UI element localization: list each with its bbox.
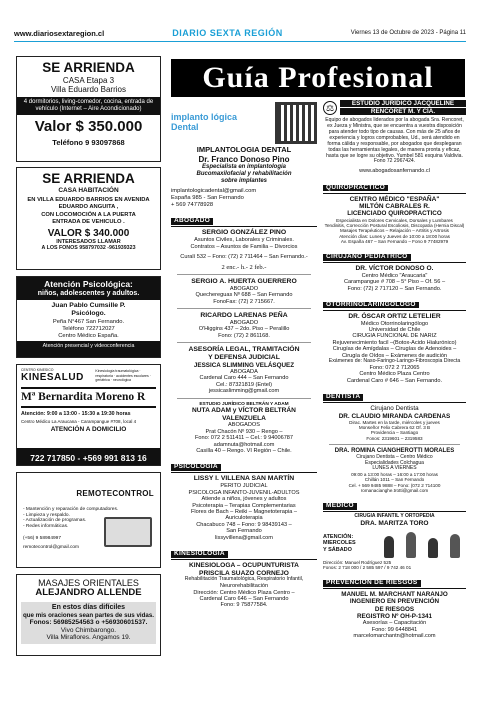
listing-role: INGENIERO EN PREVENCIÓN — [349, 598, 440, 606]
ad-phones: A LOS FONOS 958797032 -961939323 — [41, 245, 136, 252]
listing-marchant — [323, 591, 466, 639]
listing-line: 2 enc.- h.- 2 feb.- — [221, 263, 267, 271]
section-header-cirujano — [323, 246, 466, 263]
listing-line: Neurorehabilitación — [219, 583, 269, 590]
section-label: CIRUJANO PEDIÁTRICO — [323, 254, 411, 261]
listing-head: CIRUGIA INFANTIL Y ORTOPEDIA — [354, 513, 435, 520]
medico-row — [323, 530, 466, 558]
listing-line: Monseñor Felix Cabrera 62 Of. 3 B — [358, 425, 431, 431]
ad-home: ATENCIÓN A DOMICILIO — [50, 425, 127, 433]
listing-beltran — [171, 402, 317, 455]
ad-line: CASA Etapa 3 — [62, 75, 115, 85]
listing-ortiz — [323, 313, 466, 384]
listing-line: Quechereguas Nº 688 – San Fernando — [195, 292, 293, 299]
listing-name: MILTÓN CABRALES R. — [359, 203, 430, 210]
section-label: QUIROPRÁCTICO — [323, 185, 388, 192]
section-header-medico — [323, 495, 466, 512]
listing-line: PSICOLOGA INFANTO-JUVENIL-ADULTOS — [188, 489, 300, 496]
listing-miranda — [323, 405, 466, 441]
divider — [177, 308, 311, 309]
listing-line: Fono: (72) 2 717120 – San Fernando. — [347, 285, 442, 292]
listing-line: Fonos: 2319601 – 2319583 — [366, 435, 423, 441]
listing-name: NUTA ADAM y VÍCTOR BELTRÁN — [192, 407, 296, 415]
att-days: Y SÁBADO — [323, 546, 352, 553]
listing-huerta — [171, 278, 317, 305]
listing-line: Cardenal Caro 444 – San Fernando — [199, 375, 289, 382]
ad-line: INTERESADOS LLAMAR — [56, 239, 121, 246]
guide-column-left — [171, 100, 317, 660]
ad-addr: Peña N°467 San Fernando. — [52, 319, 125, 326]
listing-line: Asuntos Civiles, Laborales y Criminales. — [194, 237, 294, 244]
ad-kinesalud — [16, 364, 161, 466]
ad-desc: Kinesiología traumatológica · respiratoria · accidentes escolares · geriátrica · neurológica — [95, 369, 151, 382]
listing-role: ABOGADA — [230, 369, 258, 376]
section-label: OTORRINOLARINGÓLOGO — [323, 302, 419, 309]
listing-suazo — [171, 562, 317, 609]
listing-line: Centro Médico Plaza Centro — [359, 371, 430, 378]
listing-donoso — [323, 265, 466, 292]
listing-name: JESSICA SLIMMING VELÁSQUEZ — [193, 361, 295, 369]
juridico-text — [323, 118, 466, 174]
ad-phone: Teléfono 9 93097868 — [52, 137, 125, 147]
listing-line: Contratos – Asuntos de Familia – Divorcios — [190, 243, 298, 250]
section-label: ABOGADO — [171, 218, 213, 225]
listing-line: Cardenal Caro # 646 – San Fernando. — [346, 377, 443, 384]
section-header-quiropractico — [323, 177, 466, 194]
ad-line: Vivo Chimbarongo. — [60, 627, 117, 635]
listing-email[interactable]: marcelomarchantn@hotmail.com — [353, 632, 436, 639]
logo-text: KINESALUD — [21, 372, 84, 384]
listing-name: DRA. ROMINA CIANGHEROTTI MORALES — [334, 448, 455, 455]
listing-name: RICARDO LARENAS PEÑA — [200, 312, 288, 320]
section-label: MÉDICO — [323, 503, 357, 510]
listing-line: O'Higgins 437 – 2do. Piso – Peralillo — [198, 326, 290, 333]
ad-title: MASAJES ORIENTALES — [38, 578, 139, 588]
guide-title: Guía Profesional — [171, 59, 465, 97]
ad-phones: 722 717850 - +569 991 813 16 — [30, 453, 147, 463]
listing-email[interactable]: adamnuta@hotmail.com — [213, 441, 275, 448]
listing-line: Psicoterapia – Terapias Complementarias — [192, 502, 296, 509]
listing-line: Cirugías de Amígdalas – Cirugías de Adenoides – — [332, 346, 457, 353]
listing-name: DRA. MARITZA TORO — [360, 520, 429, 528]
service-item: - Mantención y reparación de computadores. — [23, 507, 119, 512]
firm-web[interactable]: www.abogadosanfernando.cl — [359, 168, 430, 175]
listing-line: Chacabuco 748 – Fono: 9 98439143 – — [196, 521, 292, 528]
ad-tel: Teléfono 722712027 — [62, 326, 115, 333]
children-illustration-icon — [378, 530, 466, 558]
ad-line: Villa Eduardo Barrios — [50, 84, 126, 94]
section-header-psicologia — [171, 456, 317, 473]
ad-addr: Centro Médico La Araucana - Carampangue #708, local 4 — [21, 418, 137, 424]
ad-line: EDUARDO ANGUITA , — [58, 203, 119, 210]
section-header-kinesiologia — [171, 543, 317, 560]
medico-schedule — [323, 534, 378, 553]
listing-name: LISSY I. VILLENA SAN MARTÍN — [193, 475, 295, 483]
listing-name: DR. CLAUDIO MIRANDA CARDENAS — [338, 412, 451, 420]
listing-line: Cel. + 569 9485 9888 – Fono: (072 2 714100 — [348, 482, 441, 488]
listing-name: MANUEL M. MARCHANT NARANJO — [341, 591, 448, 599]
listing-line: Dirac. Martes en la tarde, miércoles y jueves — [349, 419, 440, 425]
listing-line: Cardenal Caro 646 – San Fernando — [199, 596, 289, 603]
listing-role: PERITO JUDICIAL — [220, 483, 268, 490]
ad-psych-body — [17, 300, 160, 342]
listing-line: Providencia – Santiago — [370, 430, 419, 436]
ad-name: Mª Bernardita Moreno R — [21, 390, 146, 403]
service-title: IMPLANTOLOGIA DENTAL — [196, 145, 292, 154]
logo-small: CENTRO KINESICO — [21, 368, 54, 372]
kinesalud-logo — [21, 368, 91, 384]
section-label: DENTISTA — [323, 394, 363, 401]
firm-name: RENCORET M. Y CÍA. — [340, 108, 466, 115]
section-header-riesgos — [323, 572, 466, 589]
remote-logo — [17, 473, 160, 501]
service-item: - Limpieza y respaldo. — [23, 512, 70, 518]
listing-name: ASESORÍA LEGAL, TRAMITACIÓN — [188, 346, 300, 354]
listing-line: Cirujano Dentista – Centro Médico — [356, 453, 433, 460]
att-label: ATENCIÓN: — [323, 534, 354, 541]
ad-psychology — [16, 276, 161, 358]
site-url[interactable]: www.diariosextaregion.cl — [14, 28, 105, 38]
contact-phone: + 569 74778928 — [171, 201, 214, 208]
listing-line: Fono: 072 2 712065 — [369, 365, 420, 372]
ad-line: EN VILLA EDUARDO BARRIOS EN AVENIDA — [27, 196, 150, 203]
contact-email[interactable]: implantologicadental@gmail.com — [171, 188, 257, 195]
listing-role: ABOGADO — [229, 319, 259, 326]
spec-line: sobre implantes — [220, 177, 267, 184]
divider — [329, 444, 460, 445]
listing-line: Tendinitis, Corrección Postural Escoliosis, Discopatía (Hernia Discal) — [324, 222, 465, 228]
listing-email[interactable]: romanacianghe.trotti@gmail.com — [360, 488, 429, 493]
listing-role: LICENCIADO QUIROPRACTICO — [347, 210, 442, 218]
section-header-dentista — [323, 386, 466, 403]
listing-line: CIRUGIA FUNCIONAL DE NARIZ — [352, 333, 437, 340]
ad-line: que mis oraciones sean partes de sus vidas. — [22, 612, 155, 620]
listing-line: Rejuvenecimiento facil –(Botox-Acido Hialurónico) — [332, 339, 457, 346]
divider — [177, 342, 311, 343]
listing-head: ESTUDIO JURÍDICO BELTRÁN Y ADAM — [199, 401, 289, 407]
listing-line: Cirugía de Oídos – Exámenes de audición — [341, 352, 448, 359]
service-item: - Actualización de programas. — [23, 518, 87, 524]
ad-title: SE ARRIENDA — [42, 60, 135, 75]
listing-line: Fono: 072 2 511411 – Cel.: 9 94006787 — [194, 435, 294, 442]
listing-line: Rehabilitación Traumatológica, Respiratorio Infantil, — [184, 576, 304, 583]
listing-line: Chillán 1011 – San Fernando — [364, 477, 425, 483]
service-item: - Redes informáticas. — [23, 523, 69, 529]
ad-line: En estos días difíciles — [51, 604, 126, 612]
section-header-abogado — [171, 210, 317, 227]
listing-line: Curalí 532 – Fono: (72) 2 711464 – San Fernando.- — [180, 254, 308, 261]
listing-name: Y DEFENSA JUDICIAL — [208, 353, 280, 361]
section-label: PREVENCIÓN DE RIESGOS — [323, 580, 421, 587]
listing-email[interactable]: jessicaslimming@gmail.com — [208, 388, 280, 395]
ad-center: Centro Médico España. — [58, 332, 119, 339]
ad-phone: (+56) 9 58984997 — [23, 536, 62, 542]
listing-name: SERGIO GONZÁLEZ PINO — [201, 229, 287, 237]
ad-price: VALOR $ 340.000 — [47, 227, 130, 239]
section-label: PSICOLOGÍA — [171, 464, 221, 471]
ad-line: Villa Miraflores. Angamos 19. — [46, 634, 131, 642]
listing-line: Carampangue # 708 – 5° Piso – Of. 56 – — [343, 279, 446, 286]
listing-line: Fonos: 2 718 000 / 2 585 597 / 9 742 46 01 — [323, 564, 412, 570]
listing-slimming — [171, 346, 317, 395]
listing-cabrales — [323, 196, 466, 245]
spec-line: Especialista en implantología — [201, 163, 287, 170]
listing-name: PRISCILA SUAZO CORNEJO — [199, 569, 289, 577]
listing-line: Fono: (72) 2 861168. — [218, 332, 270, 339]
ad-phone-band — [17, 448, 160, 465]
listing-role: DE RIESGOS — [374, 605, 415, 613]
implanto-logo — [171, 100, 317, 146]
ad-phones: Fonos: 56985254563 o +56930601537. — [29, 619, 148, 627]
listing-line: Asesorías – Capacitación — [362, 620, 427, 627]
listing-line: San Fernando — [226, 528, 262, 535]
listing-line: Especialidades Colchagua — [365, 459, 424, 466]
doctor-name: Dr. Franco Donoso Pino — [198, 154, 290, 164]
firm-desc: Equipo de abogados liderados por la abogada Sra. Rencoret, ex Jueza y Ministra, que se encuentra a vuestra disposición para atender todo tipo de causas. Con más de 25 años de experiencia y logros comprobables, Ud., será atendido en forma cálida y responsable, por abogados que desplegaran todas las herramientas legales, de manera pronta y eficaz, hasta que se logre su objetivo. Yumbel 581 esquina Valdivia. Fono 72 2967424. — [325, 117, 464, 165]
listing-villena — [171, 475, 317, 541]
listing-reg: REGISTRO Nº OH-P-1341 — [356, 612, 433, 620]
qr-code-icon — [275, 102, 317, 144]
listing-line: Fono: 9 75877584. — [220, 602, 268, 609]
ad-price: Valor $ 350.000 — [34, 118, 143, 136]
ad-line: CON LOCOMOCIÓN A LA PUERTA — [41, 212, 136, 219]
implanto-contact — [171, 188, 317, 208]
logo-text: REMOTECONTROL — [76, 489, 154, 498]
spec-line: Bucomaxilofacial y rehabilitación — [196, 170, 292, 177]
listing-line: Masajes Terapéuticos – Relajación – Artritis y Artrosis — [340, 228, 449, 234]
listing-name: DR. VÍCTOR DONOSO O. — [355, 265, 434, 273]
listing-role: ABOGADO — [229, 285, 259, 292]
listing-toro — [323, 514, 466, 570]
section-header-otorrino — [323, 294, 466, 311]
listing-line: Auriculoterapia — [225, 515, 263, 522]
ad-mail: remotecontrol@gmail.com — [23, 544, 80, 550]
ad-logo-row — [17, 365, 160, 387]
listing-line: Atiende a niños, jóvenes y adultos — [201, 496, 287, 503]
laptop-illustration — [104, 517, 152, 547]
scales-icon: ⚖ — [323, 101, 337, 115]
listing-name: KINESIOLOGA – OCUPUNTURISTA — [189, 562, 299, 570]
listing-line: Dirección: Centro Médico Plaza Centro – — [193, 589, 295, 596]
listing-larenas — [171, 312, 317, 339]
listing-line: Centro Médico "Araucaria" — [361, 272, 428, 279]
ad-name: ALEJANDRO ALLENDE — [35, 587, 142, 599]
logo-text: implanto lógica Dental — [171, 112, 238, 132]
ad-name: Juan Pablo Cumsille P. — [51, 301, 126, 309]
listing-name: DR. ÓSCAR ORTIZ LETELIER — [348, 312, 441, 320]
divider — [177, 398, 311, 399]
ad-role: Psicólogo. — [71, 309, 106, 317]
ad-foot: Atención presencial y videoconferencia — [42, 343, 135, 350]
contact-addr: España 985 - San Fernando — [171, 195, 244, 202]
section-label: KINESIOLOGÍA — [171, 551, 228, 558]
ad-massage-body — [21, 602, 156, 644]
firm-name: ESTUDIO JURÍDICO JACQUELINE — [340, 100, 466, 107]
listing-line: Universidad de Chile — [368, 326, 421, 333]
listing-email[interactable]: lissyvillena@gmail.com — [215, 534, 273, 541]
ad-sub: niños, adolescentes y adultos. — [37, 289, 140, 297]
ad-name-band — [21, 387, 156, 408]
listing-gonzalez — [171, 229, 317, 271]
ad-remotecontrol — [16, 472, 161, 568]
ad-rent-house-2 — [16, 167, 161, 270]
listing-line: Dirección: Manuel Rodríguez 525 — [323, 559, 392, 565]
ad-features: 4 dormitorios, living-comedor, cocina, entrada de vehículo (Internet – Aire Acondicionado) — [23, 98, 154, 113]
listing-line: Flores de Bach – Reiki – Magnetoterapia – — [190, 508, 298, 515]
page-header — [14, 26, 466, 40]
listing-line: FonoFax: (72) 2 715667. — [213, 298, 275, 305]
juridico-header — [323, 100, 466, 115]
listing-line: Especialista en Dolores Cervicales, Dorsales y Lumbares — [336, 217, 453, 223]
listing-ciangherotti — [323, 448, 466, 493]
ad-hours: Atención: 9:00 a 13:00 - 15:30 a 19:30 horas — [21, 410, 131, 417]
ad-title: Atención Psicológica: — [44, 279, 133, 289]
ad-line: ENTRADA DE VEHICULO . — [52, 218, 125, 225]
listing-line: Cel.: 87321819 (Entel) — [216, 381, 272, 388]
ad-rent-house-1 — [16, 56, 161, 162]
ad-features-band — [17, 97, 160, 115]
listing-line: Prat Chacón Nº 930 – Rengo – — [205, 428, 283, 435]
guide-column-right — [323, 100, 466, 660]
listing-name: SERGIO A. HUERTA GUERRERO — [191, 278, 297, 285]
att-days: MIERCOLES — [323, 540, 356, 547]
listing-head: Cirujano Dentista — [370, 405, 419, 413]
listing-line: Av. España 467 – San Fernando – Fono 9 77482979 — [340, 238, 449, 244]
listing-line: Atención días: Lunes y Jueves de 10:00 a 18:00 horas — [339, 233, 450, 239]
listing-line: 09:00 a 13:00 horas – 16:00 a 17:00 horas — [351, 472, 438, 478]
divider — [177, 274, 311, 275]
listing-head: CENTRO MÉDICO "ESPAÑA" — [349, 195, 440, 203]
listing-name: VALENZUELA — [222, 414, 266, 422]
listing-line: Exámenes de: Naso-Faringo-Laringo-Fibroscopia Directa — [328, 358, 461, 365]
listing-line: Médico Otorrinolaringólogo — [360, 320, 429, 327]
listing-line: Fono: 99 6448841 — [371, 626, 418, 633]
listing-line: Casilla 40 – Rengo. VI Región – Chile. — [196, 448, 292, 455]
header-divider — [14, 41, 466, 42]
masthead: DIARIO SEXTA REGIÓN — [172, 28, 283, 38]
ad-title: SE ARRIENDA — [42, 171, 135, 186]
page-date: Viernes 13 de Octubre de 2023 - Página 11 — [350, 30, 466, 36]
ad-massage — [16, 574, 161, 656]
listing-role: ABOGADOS — [227, 422, 261, 429]
ad-line: CASA HABITACIÓN — [58, 186, 119, 194]
listing-line: LUNES A VIERNES — [372, 465, 417, 472]
